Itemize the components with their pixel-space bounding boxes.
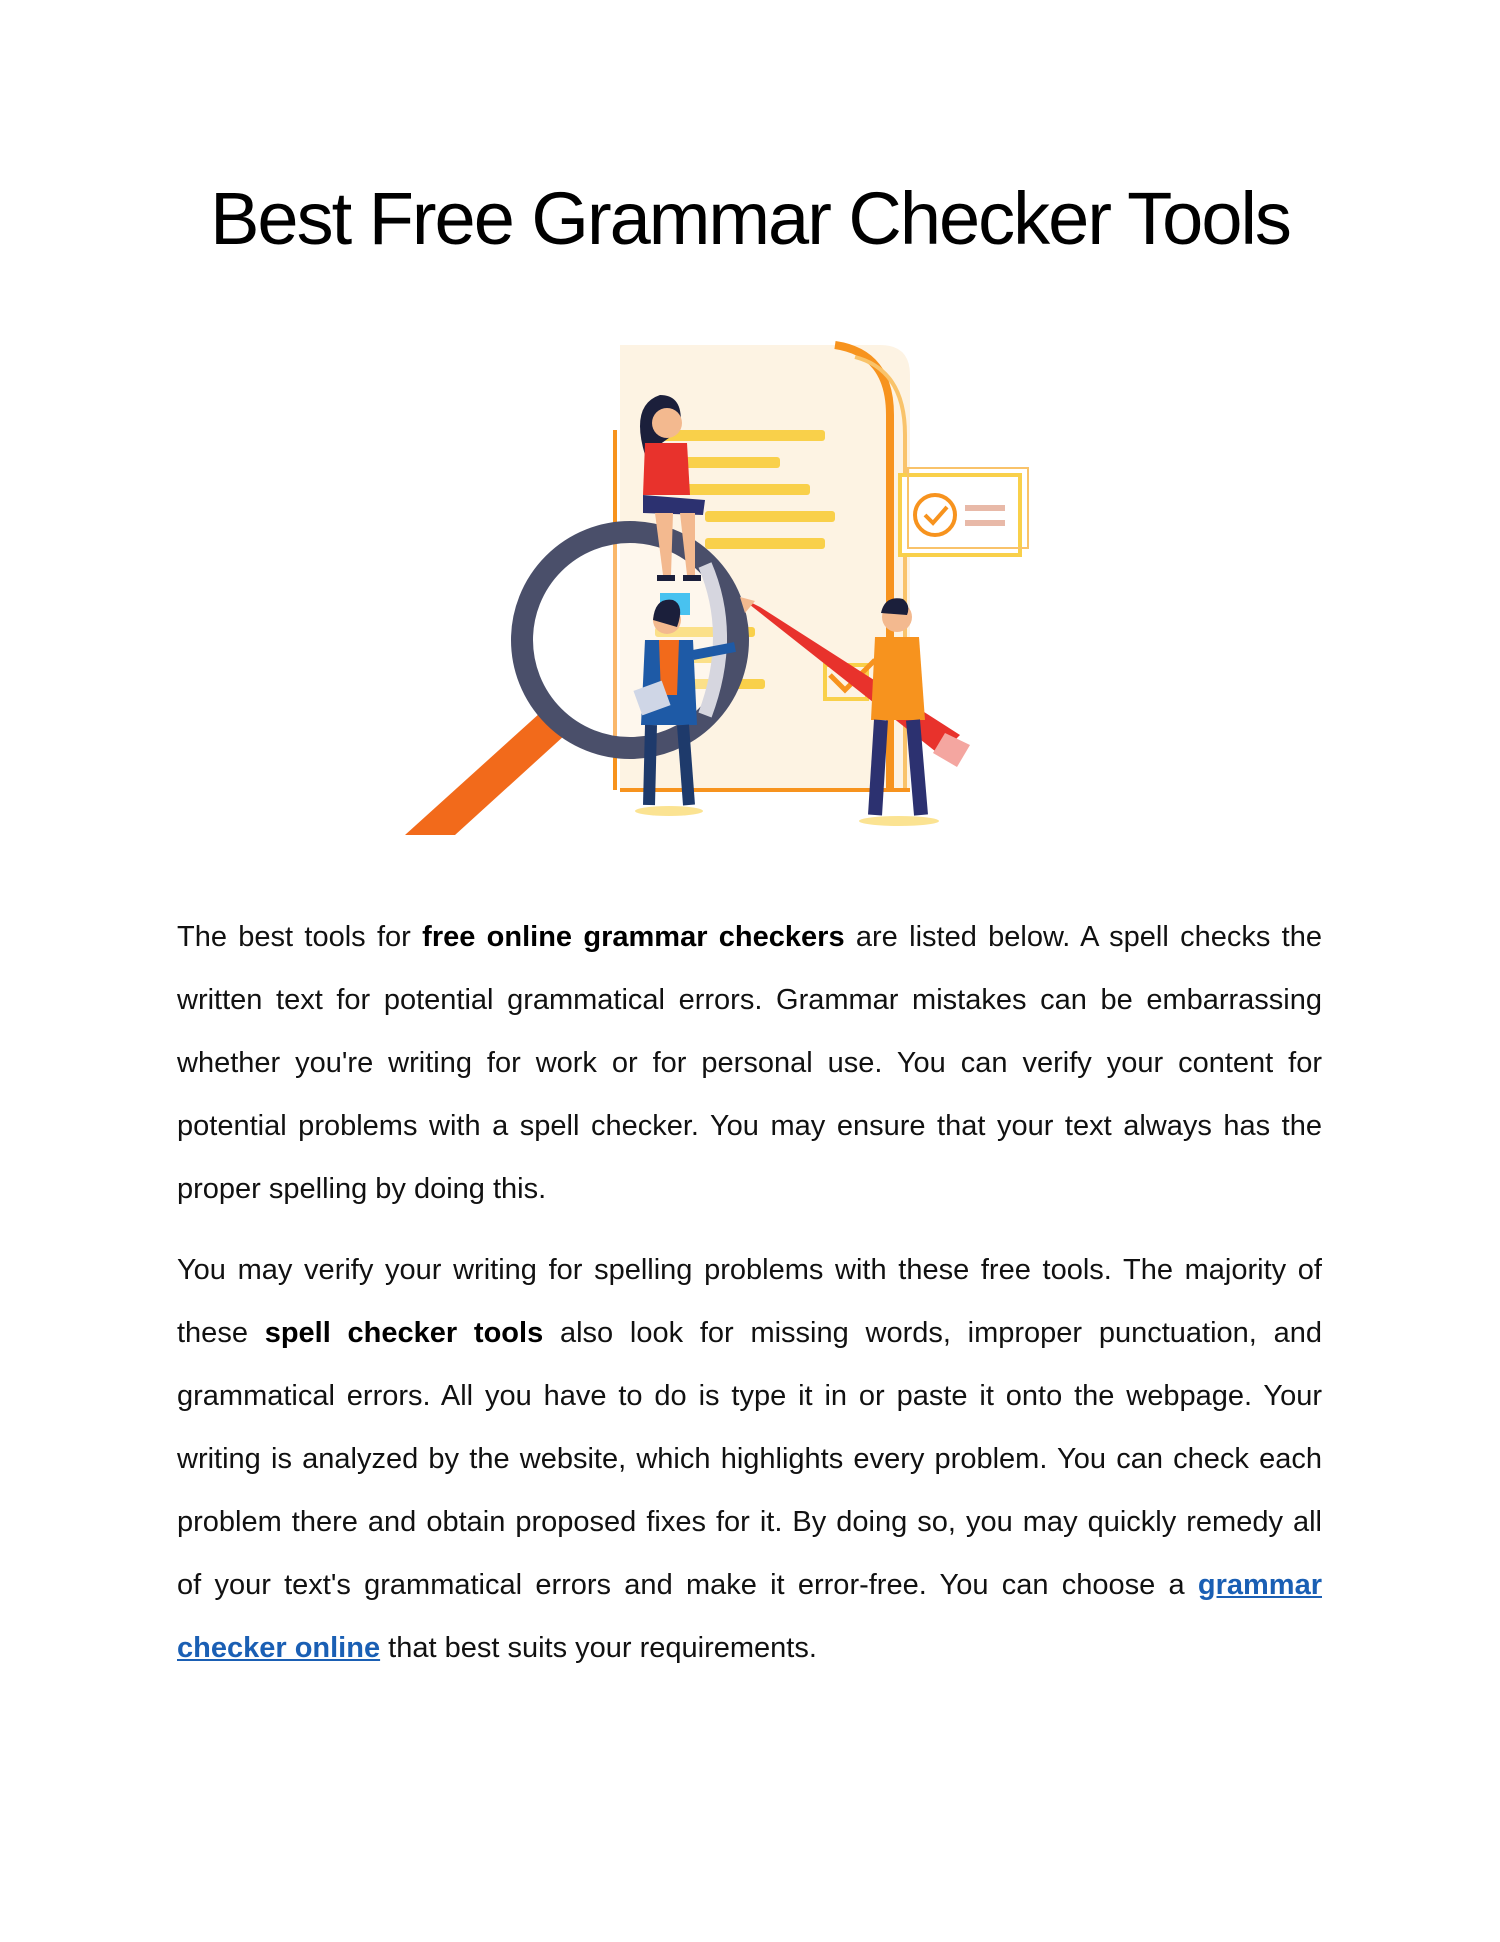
tools-paragraph (177, 1239, 1322, 1680)
intro-paragraph (177, 906, 1322, 1221)
bold-phrase: free online grammar checkers (422, 921, 845, 953)
paragraph-text: that best suits your requirements. (380, 1632, 817, 1664)
paragraph-text: You may verify your writing for spelling problems with these free tools. The majority of these (177, 1254, 1322, 1349)
check-card-icon (900, 468, 1028, 555)
magnifier-icon (522, 532, 738, 748)
page-title: Best Free Grammar Checker Tools (210, 177, 1290, 260)
grammar-checker-link[interactable]: grammar checker online (177, 1569, 1322, 1664)
magnifier-handle (405, 713, 565, 835)
grammar-check-illustration (405, 335, 1105, 835)
paragraph-text: The best tools for (177, 921, 423, 953)
paragraph-text: also look for missing words, improper punctuation, and grammatical errors. All you have to do is type it in or paste it onto the webpage. Your writing is analyzed by the website, which highlights every problem. You can check each problem there and obtain proposed fixes for it. By doing so, you may quickly remedy all of your text's grammatical errors and make it error-free. You can choose a (177, 1317, 1322, 1601)
bold-phrase: spell checker tools (264, 1317, 544, 1349)
paragraph-text: are listed below. A spell checks the written text for potential grammatical errors. Grammar mistakes can be embarrassing whether you're writing for work or for personal use. You can verify your content for potential problems with a spell checker. You may ensure that your text always has the proper spelling by doing this. (177, 921, 1322, 1205)
